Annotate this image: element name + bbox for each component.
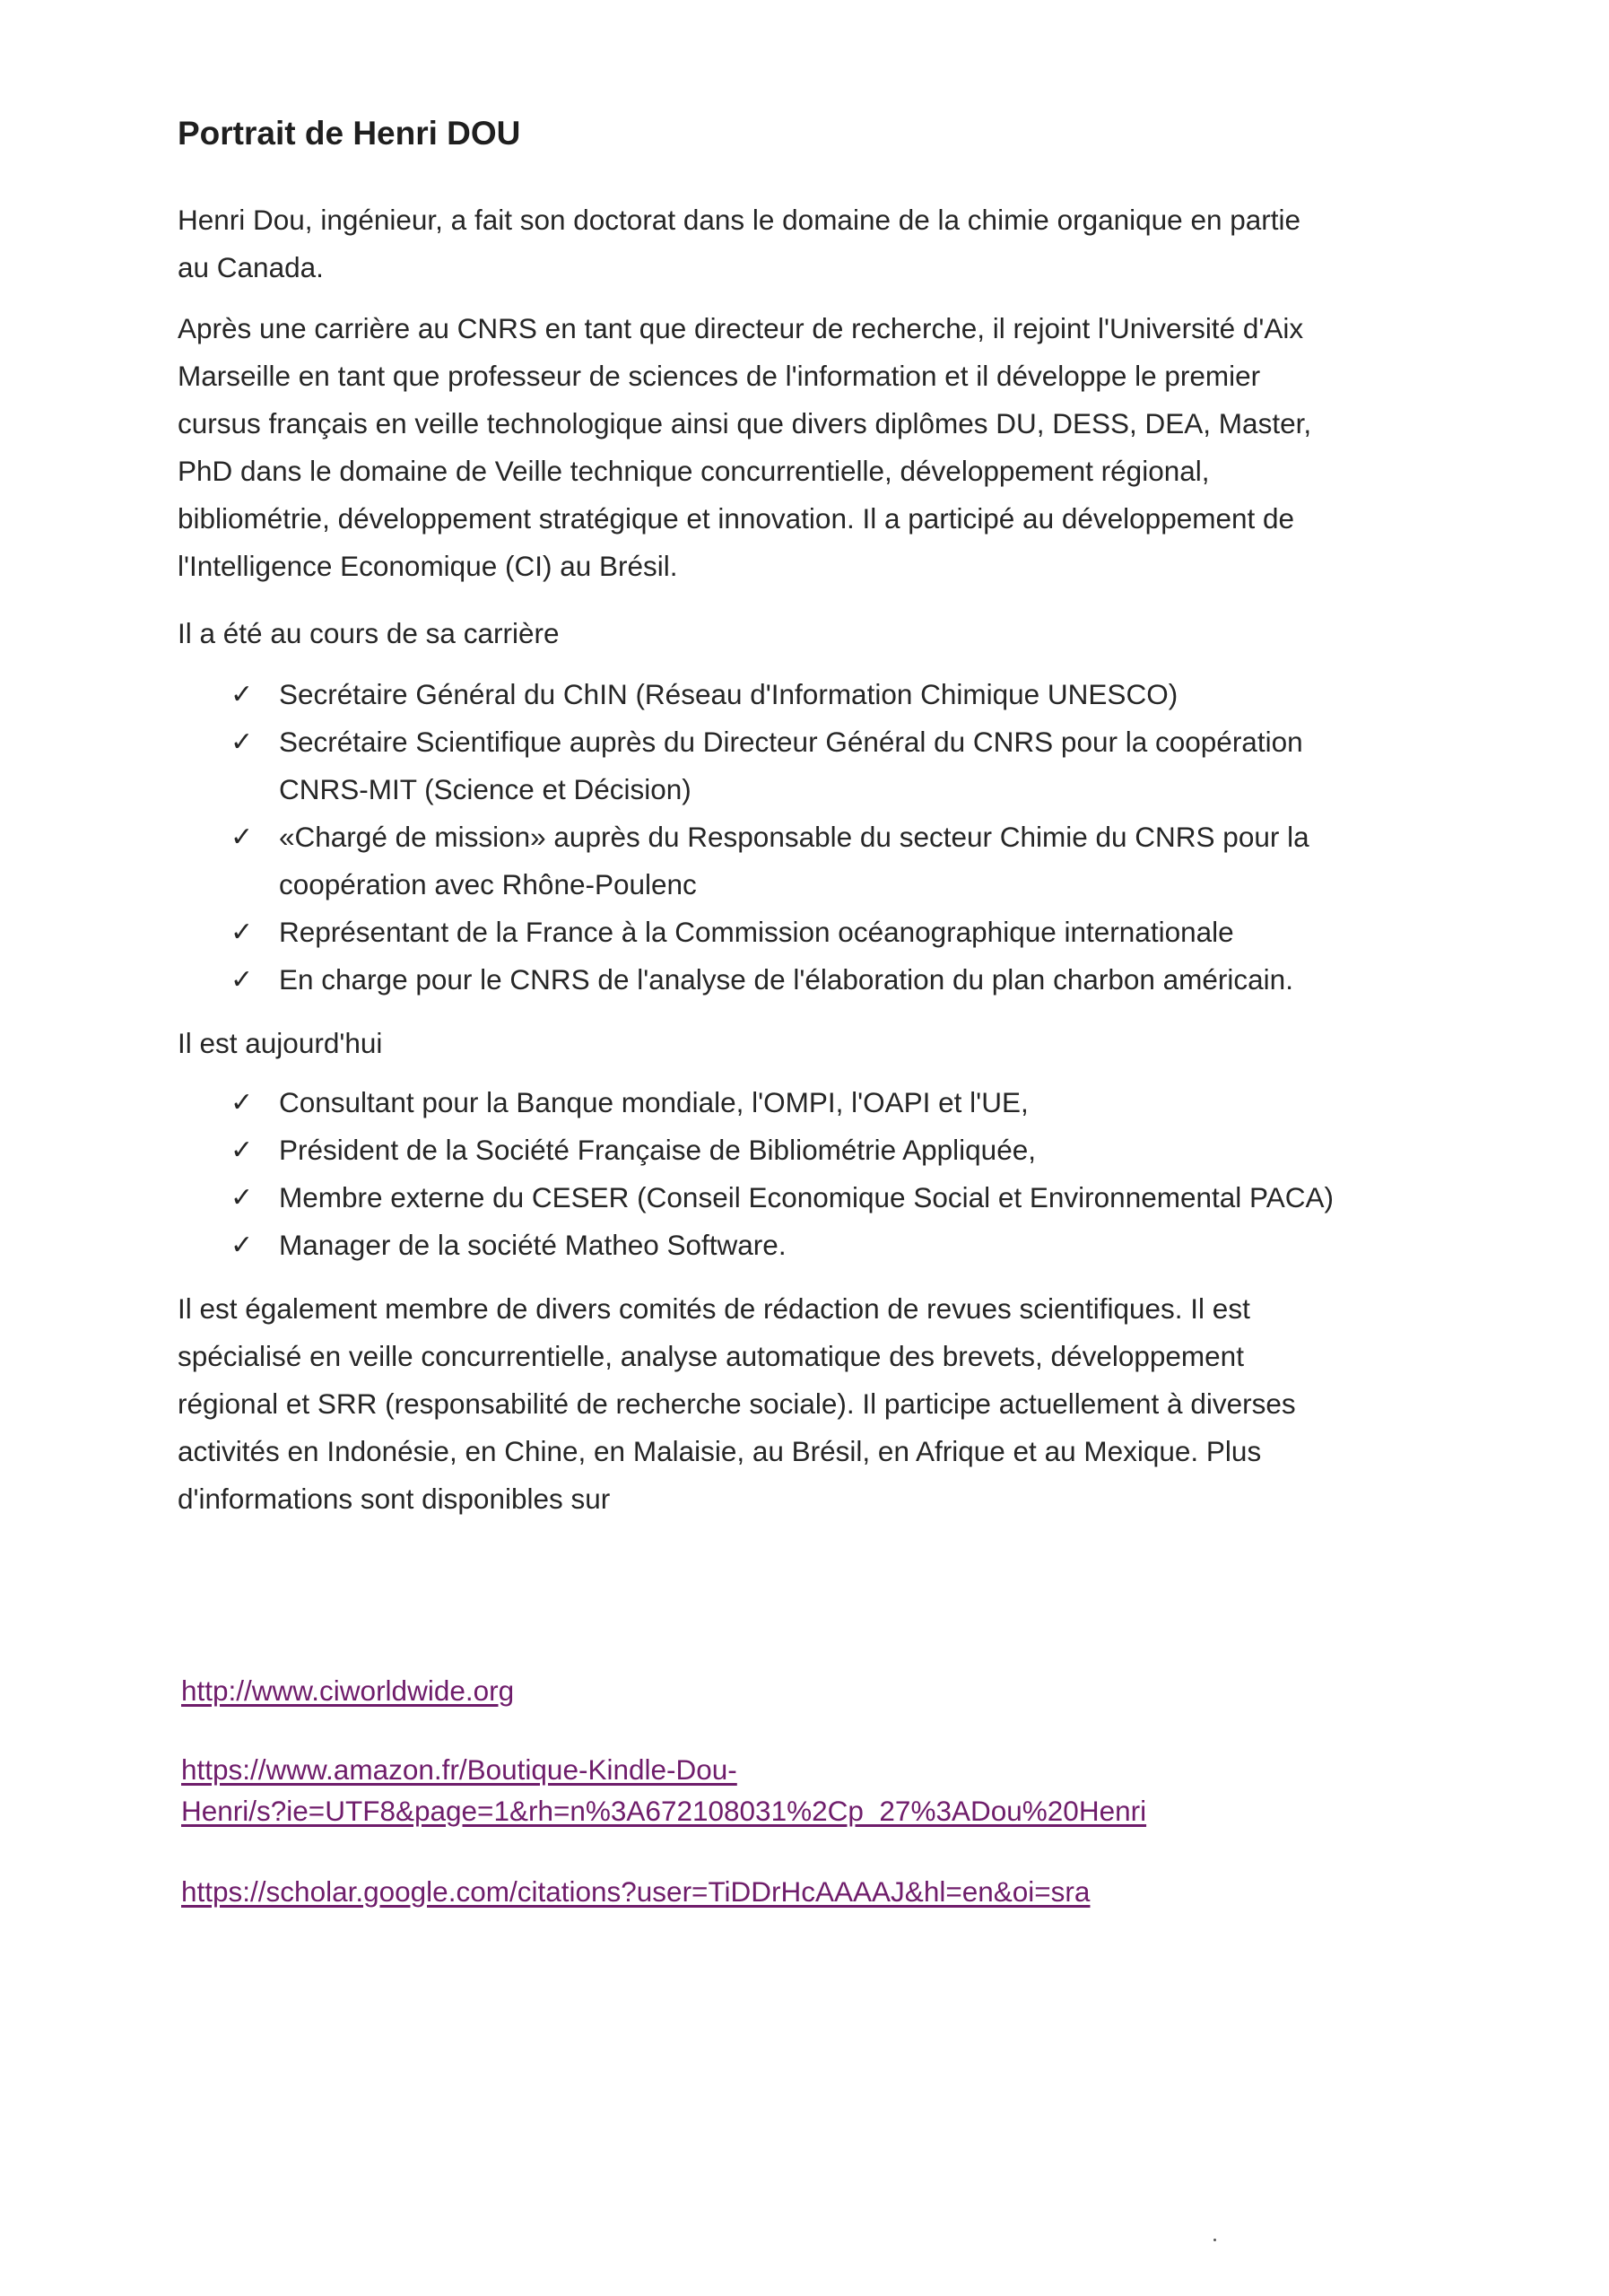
text-line: régional et SRR (responsabilité de recherche sociale). Il participe actuellement à diverses	[178, 1387, 1296, 1420]
list-item	[230, 718, 1309, 813]
text-line: au Canada.	[178, 251, 324, 283]
text-line: bibliométrie, développement stratégique et innovation. Il a participé au développement de	[178, 502, 1295, 535]
link-text[interactable]: https://scholar.google.com/citations?user=TiDDrHcAAAAJ&hl=en&oi=sra	[181, 1875, 1091, 1908]
checkmark-icon: ✓	[230, 726, 254, 758]
list-item	[230, 1222, 1334, 1269]
text-line: spécialisé en veille concurrentielle, analyse automatique des brevets, développement	[178, 1340, 1244, 1372]
list-item-text: coopération avec Rhône-Poulenc	[279, 868, 697, 900]
list-item	[230, 1174, 1334, 1222]
text-line: activités en Indonésie, en Chine, en Malaisie, au Brésil, en Afrique et au Mexique. Plus	[178, 1435, 1262, 1467]
checkmark-icon: ✓	[230, 964, 254, 996]
list-item-text: En charge pour le CNRS de l'analyse de l'élaboration du plan charbon américain.	[279, 963, 1293, 996]
list-item-text: «Chargé de mission» auprès du Responsable du secteur Chimie du CNRS pour la	[279, 821, 1309, 853]
list-item-text: Représentant de la France à la Commission océanographique internationale	[279, 916, 1234, 948]
amazon-link[interactable]	[181, 1749, 1146, 1831]
current-roles-heading	[178, 1020, 382, 1067]
list-item	[230, 909, 1309, 956]
list-item	[230, 671, 1309, 718]
checkmark-icon: ✓	[230, 917, 254, 948]
intro-paragraph	[178, 196, 1300, 291]
ciworldwide-link[interactable]	[181, 1670, 514, 1711]
scholar-link[interactable]	[181, 1871, 1090, 1912]
list-item-text: Consultant pour la Banque mondiale, l'OMPI, l'OAPI et l'UE,	[279, 1086, 1029, 1118]
checkmark-icon: ✓	[230, 1230, 254, 1261]
checkmark-icon: ✓	[230, 822, 254, 853]
closing-paragraph	[178, 1285, 1296, 1523]
text-line: PhD dans le domaine de Veille technique concurrentielle, développement régional,	[178, 455, 1210, 487]
list-item-text: Membre externe du CESER (Conseil Economique Social et Environnemental PACA)	[279, 1181, 1334, 1213]
text-line: d'informations sont disponibles sur	[178, 1483, 611, 1515]
scan-speck	[1213, 2239, 1216, 2241]
list-item-text: Secrétaire Scientifique auprès du Directeur Général du CNRS pour la coopération	[279, 726, 1303, 758]
current-roles-list	[230, 1079, 1334, 1269]
checkmark-icon: ✓	[230, 1182, 254, 1213]
text-line: Il est également membre de divers comités de rédaction de revues scientifiques. Il est	[178, 1292, 1250, 1325]
page-title: Portrait de Henri DOU	[178, 115, 521, 152]
checkmark-icon: ✓	[230, 1087, 254, 1118]
text-line: cursus français en veille technologique ainsi que divers diplômes DU, DESS, DEA, Master,	[178, 407, 1312, 439]
list-item-text: Manager de la société Matheo Software.	[279, 1229, 787, 1261]
link-text[interactable]: Henri/s?ie=UTF8&page=1&rh=n%3A672108031%2Cp_27%3ADou%20Henri	[181, 1795, 1147, 1827]
list-item-text: CNRS-MIT (Science et Décision)	[279, 773, 691, 805]
list-item	[230, 1126, 1334, 1174]
career-paragraph	[178, 305, 1311, 590]
past-roles-heading	[178, 610, 559, 657]
link-text[interactable]: http://www.ciworldwide.org	[181, 1674, 515, 1707]
link-text[interactable]: https://www.amazon.fr/Boutique-Kindle-Dou-	[181, 1753, 737, 1786]
list-item	[230, 956, 1309, 1004]
past-roles-list	[230, 671, 1309, 1004]
text-line: Il est aujourd'hui	[178, 1027, 383, 1059]
text-line: Henri Dou, ingénieur, a fait son doctorat dans le domaine de la chimie organique en partie	[178, 204, 1301, 236]
list-item	[230, 1079, 1334, 1126]
text-line: l'Intelligence Economique (CI) au Brésil.	[178, 550, 678, 582]
list-item	[230, 813, 1309, 909]
list-item-text: Secrétaire Général du ChIN (Réseau d'Information Chimique UNESCO)	[279, 678, 1178, 710]
checkmark-icon: ✓	[230, 679, 254, 710]
text-line: Il a été au cours de sa carrière	[178, 617, 560, 649]
list-item-text: Président de la Société Française de Bibliométrie Appliquée,	[279, 1134, 1036, 1166]
checkmark-icon: ✓	[230, 1135, 254, 1166]
text-line: Marseille en tant que professeur de sciences de l'information et il développe le premier	[178, 360, 1261, 392]
text-line: Après une carrière au CNRS en tant que directeur de recherche, il rejoint l'Université d'Aix	[178, 312, 1304, 344]
